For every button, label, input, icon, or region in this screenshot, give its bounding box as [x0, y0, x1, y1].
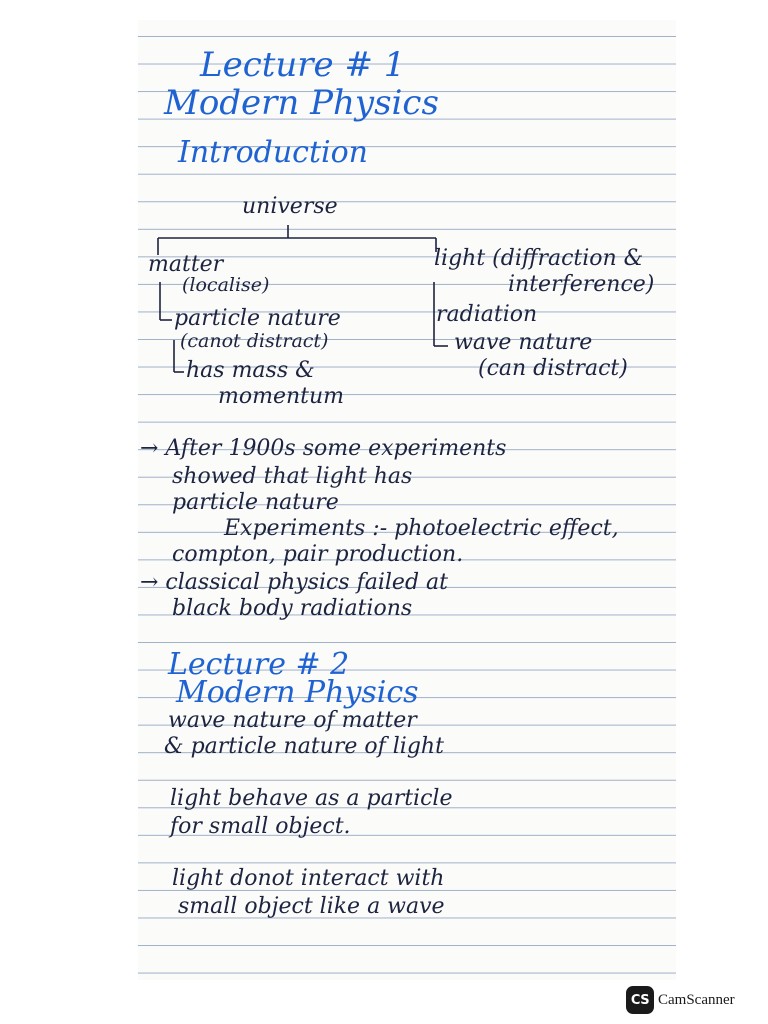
matter-item: momentum — [218, 384, 345, 409]
note-line: particle nature — [172, 490, 339, 515]
tree-root: universe — [242, 194, 338, 219]
note-line: black body radiations — [172, 596, 413, 621]
matter-item: (canot distract) — [180, 330, 329, 352]
lecture-2-line: & particle nature of light — [164, 734, 444, 759]
matter-item: has mass & — [186, 358, 315, 383]
matter-note: (localise) — [182, 274, 270, 296]
note-line: Experiments :- photoelectric effect, — [224, 516, 619, 541]
lecture-2-subject: Modern Physics — [176, 675, 419, 710]
light-label: light (diffraction & — [434, 246, 644, 271]
camscanner-badge — [626, 986, 735, 1014]
section-heading: Introduction — [178, 135, 368, 170]
light-item: wave nature — [454, 330, 593, 355]
lecture-2-title: Lecture # 2 — [168, 647, 350, 682]
note-line: showed that light has — [172, 464, 413, 489]
matter-item: particle nature — [174, 306, 341, 331]
lecture-1-subject: Modern Physics — [164, 83, 439, 123]
light-item: (can distract) — [478, 356, 628, 381]
camscanner-name: CamScanner — [658, 991, 735, 1008]
light-label-cont: interference) — [508, 272, 655, 297]
note-line: → classical physics failed at — [140, 570, 448, 595]
lecture-2-line: light behave as a particle — [170, 786, 453, 811]
lecture-1-title: Lecture # 1 — [200, 45, 406, 85]
light-item: radiation — [436, 302, 538, 327]
lecture-2-line: small object like a wave — [178, 894, 445, 919]
lecture-2-line: wave nature of matter — [168, 708, 417, 733]
note-line: compton, pair production. — [172, 542, 464, 567]
camscanner-logo-icon: CS — [626, 986, 654, 1014]
matter-label: matter — [148, 252, 224, 277]
lecture-2-line: for small object. — [170, 814, 351, 839]
ruled-paper — [138, 20, 676, 980]
note-line: → After 1900s some experiments — [140, 436, 507, 461]
lecture-2-line: light donot interact with — [172, 866, 445, 891]
